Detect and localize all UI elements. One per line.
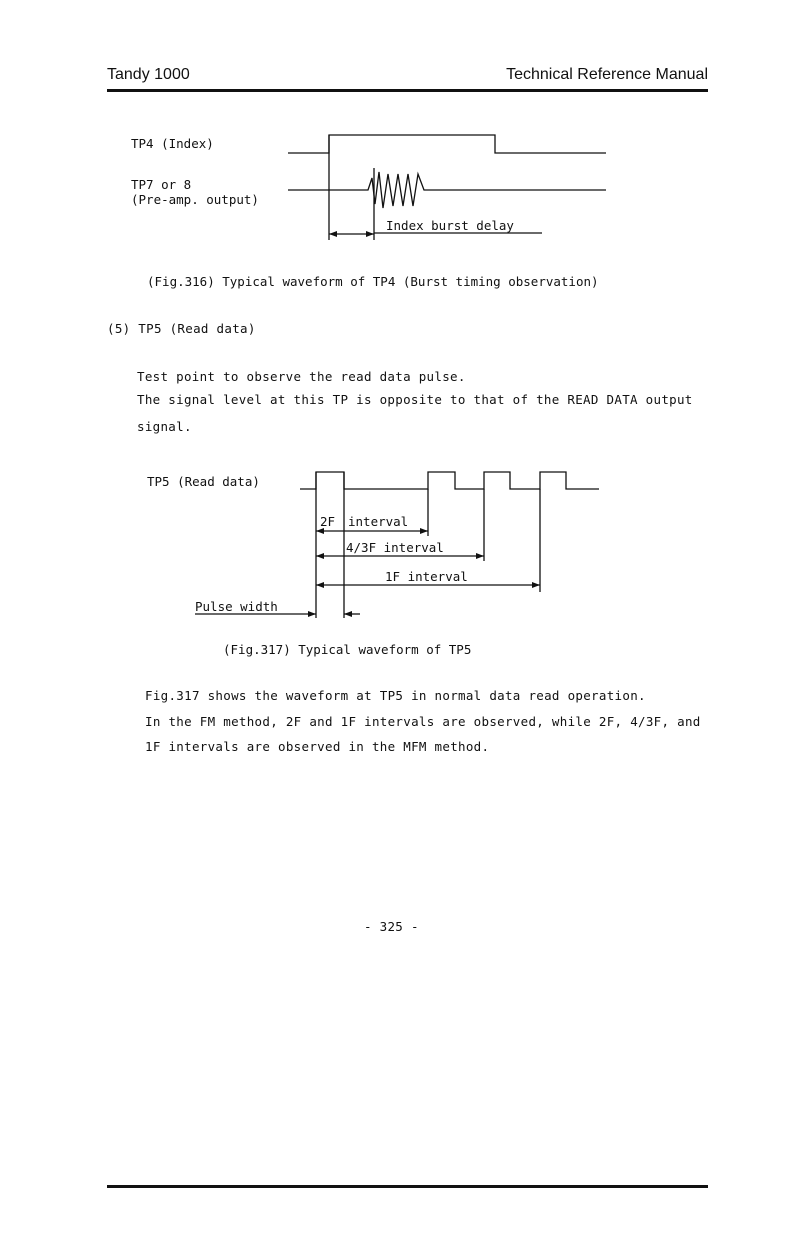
fig317-1f-label: 1F interval (385, 569, 468, 584)
header-manual-name: Technical Reference Manual (506, 66, 708, 83)
para2-line1: Fig.317 shows the waveform at TP5 in normal data read operation. (145, 688, 646, 703)
fig317-43f-label: 4/3F interval (346, 540, 444, 555)
section-heading: (5) TP5 (Read data) (107, 321, 256, 336)
fig316-diagram (0, 0, 804, 300)
fig316-tp7-waveform (288, 172, 606, 208)
fig317-43f-arrow-left (316, 553, 324, 559)
page-number: - 325 - (364, 919, 419, 934)
fig316-caption: (Fig.316) Typical waveform of TP4 (Burst timing observation) (147, 274, 599, 289)
section-para-line1: Test point to observe the read data pulse. (137, 369, 466, 384)
fig317-2f-label: 2F (320, 514, 336, 529)
header-title: Tandy 1000 (107, 66, 190, 83)
fig317-tp5-waveform (300, 472, 599, 489)
fig317-43f-arrow-right (476, 553, 484, 559)
footer-rule (107, 1185, 708, 1188)
section-para-line2: The signal level at this TP is opposite to that of the READ DATA output (137, 392, 693, 407)
fig317-tp5-label: TP5 (Read data) (147, 474, 260, 489)
fig316-tp7-label-line2: (Pre-amp. output) (131, 192, 259, 207)
fig316-tp7-label-line1: TP7 or 8 (131, 177, 192, 192)
fig317-2f-interval-label: interval (348, 514, 409, 529)
para2-line3: 1F intervals are observed in the MFM method. (145, 739, 490, 754)
fig317-caption: (Fig.317) Typical waveform of TP5 (223, 642, 472, 657)
section-para-line3: signal. (137, 419, 192, 434)
fig317-1f-arrow-right (532, 582, 540, 588)
fig316-tp4-label: TP4 (Index) (131, 136, 214, 151)
fig316-delay-arrow-right (366, 231, 374, 237)
fig316-delay-arrow-left (329, 231, 337, 237)
fig316-tp4-waveform (288, 135, 606, 153)
fig317-diagram (0, 440, 804, 640)
para2-line2: In the FM method, 2F and 1F intervals are observed, while 2F, 4/3F, and (145, 714, 701, 729)
fig317-1f-arrow-left (316, 582, 324, 588)
fig317-2f-arrow-right (420, 528, 428, 534)
fig317-pulse-width-label: Pulse width (195, 599, 278, 614)
fig317-pulse-width-arrow-in-left (308, 611, 316, 617)
fig317-pulse-width-arrow-in-right (344, 611, 352, 617)
fig316-delay-label: Index burst delay (386, 218, 514, 233)
